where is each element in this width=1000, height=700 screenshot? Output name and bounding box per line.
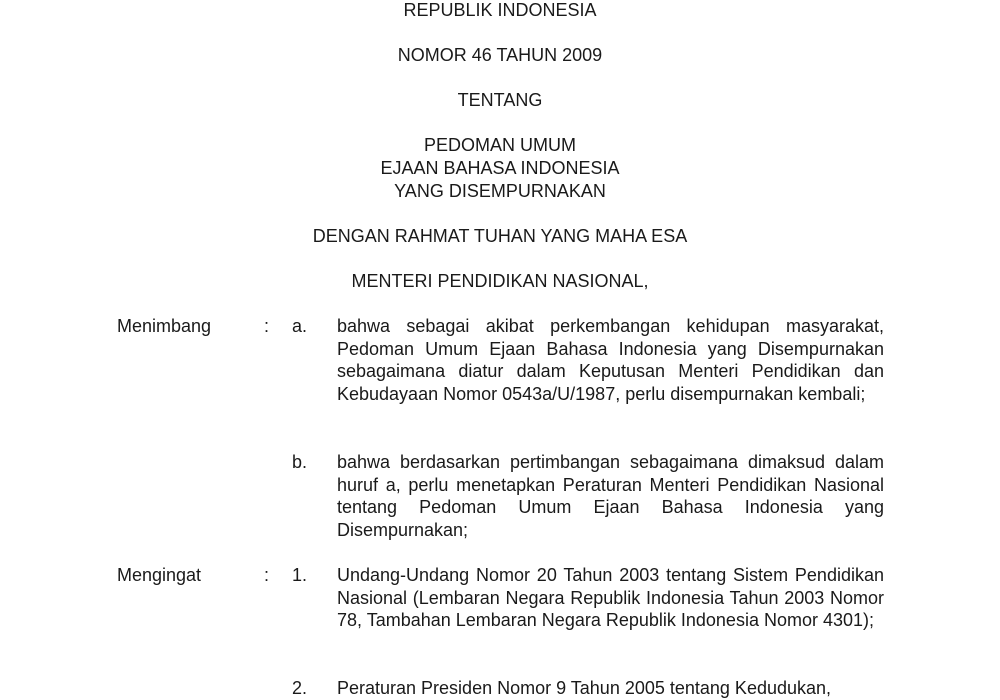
heading-number: NOMOR 46 TAHUN 2009 [397, 45, 603, 65]
blessing-line: DENGAN RAHMAT TUHAN YANG MAHA ESA [312, 226, 688, 246]
mengingat-colon: : [264, 565, 270, 585]
mengingat-label: Mengingat [117, 565, 202, 585]
title-line-1: PEDOMAN UMUM [424, 135, 576, 155]
heading-republic: REPUBLIK INDONESIA [403, 0, 597, 20]
menimbang-paragraph-b: bahwa berdasarkan pertimbangan sebagaimana dimaksud dalam huruf a, perlu menetapkan Peraturan Menteri Pendidikan Nasional tentang Pedoman Umum Ejaan Bahasa Indonesia yang Disempurnakan; [337, 452, 884, 540]
title-line-3: YANG DISEMPURNAKAN [394, 181, 606, 201]
menimbang-marker-b: b. [292, 452, 308, 472]
menimbang-paragraph-a: bahwa sebagai akibat perkembangan kehidupan masyarakat, Pedoman Umum Ejaan Bahasa Indonesia yang Disempurnakan sebagaimana diatur dalam Keputusan Menteri Pendidikan dan Kebudayaan Nomor 0543a/U/1987, perlu disempurnakan kembali; [337, 316, 884, 404]
mengingat-paragraph-1: Undang-Undang Nomor 20 Tahun 2003 tentang Sistem Pendidikan Nasional (Lembaran Negara Republik Indonesia Tahun 2003 Nomor 78, Tambahan Lembaran Negara Republik Indonesia Nomor 4301); [337, 565, 884, 631]
issuer-line: MENTERI PENDIDIKAN NASIONAL, [351, 271, 649, 291]
title-line-2: EJAAN BAHASA INDONESIA [380, 158, 620, 178]
mengingat-paragraph-2: Peraturan Presiden Nomor 9 Tahun 2005 tentang Kedudukan, [337, 678, 832, 698]
mengingat-marker-2: 2. [292, 678, 308, 698]
menimbang-marker-a: a. [292, 316, 308, 336]
menimbang-colon: : [264, 316, 270, 336]
menimbang-label: Menimbang [117, 316, 212, 336]
heading-tentang: TENTANG [457, 90, 543, 110]
mengingat-marker-1: 1. [292, 565, 308, 585]
